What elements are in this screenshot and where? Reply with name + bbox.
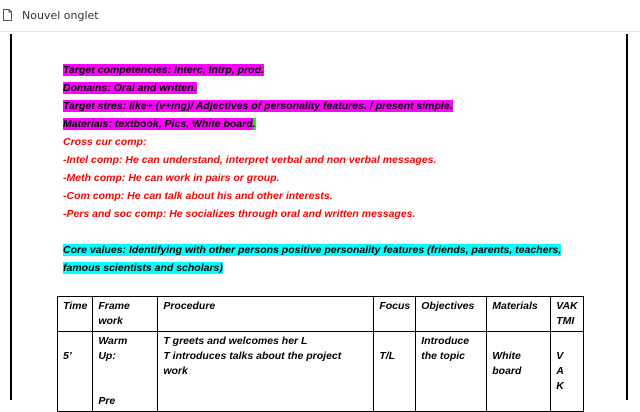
header-focus: Focus bbox=[374, 297, 416, 332]
pers-soc-comp-line: -Pers and soc comp: He socializes through oral and written messages. bbox=[63, 208, 416, 220]
cell-framework: Warm Up: Pre bbox=[93, 332, 158, 412]
browser-tab-bar bbox=[0, 0, 640, 32]
header-materials: Materials bbox=[487, 297, 551, 332]
header-objectives: Objectives bbox=[416, 297, 487, 332]
header-time: Time bbox=[58, 297, 93, 332]
tab-title: Nouvel onglet bbox=[22, 9, 99, 22]
lesson-table bbox=[57, 296, 584, 412]
browser-tab[interactable] bbox=[0, 0, 640, 32]
cell-vak: V A K bbox=[551, 332, 583, 412]
header-vak: VAK TMI bbox=[551, 297, 583, 332]
page-icon bbox=[3, 9, 12, 21]
cell-materials: White board bbox=[487, 332, 551, 412]
com-comp-line: -Com comp: He can talk about his and other interests. bbox=[63, 190, 333, 202]
table-header-row bbox=[58, 297, 584, 332]
competencies-line: Target competencies: Interc, Intrp, prod. bbox=[63, 64, 264, 76]
materials-line: Materials: textbook, Pics, White board. bbox=[63, 118, 256, 130]
page-border-left bbox=[10, 34, 12, 400]
cross-cur-heading: Cross cur comp: bbox=[63, 136, 147, 148]
domains-line: Domains: Oral and written. bbox=[63, 82, 197, 94]
cell-time: 5’ bbox=[58, 332, 93, 412]
page-border-right bbox=[626, 34, 628, 400]
stres-line: Target stres: like+ (v+ing)/ Adjectives of personality features. / present simple. bbox=[63, 100, 453, 112]
header-framework: Frame work bbox=[93, 297, 158, 332]
header-procedure: Procedure bbox=[158, 297, 374, 332]
core-values-line-2: famous scientists and scholars) bbox=[63, 262, 223, 274]
cell-objectives: Introduce the topic bbox=[416, 332, 487, 412]
meth-comp-line: -Meth comp: He can work in pairs or group. bbox=[63, 172, 280, 184]
cell-procedure: T greets and welcomes her L T introduces talks about the project work bbox=[158, 332, 374, 412]
cell-focus: T/L bbox=[374, 332, 416, 412]
intel-comp-line: -Intel comp: He can understand, interpret verbal and non verbal messages. bbox=[63, 154, 437, 166]
core-values-line-1: Core values: Identifying with other persons positive personality features (friends, parents, teachers, bbox=[63, 244, 562, 256]
